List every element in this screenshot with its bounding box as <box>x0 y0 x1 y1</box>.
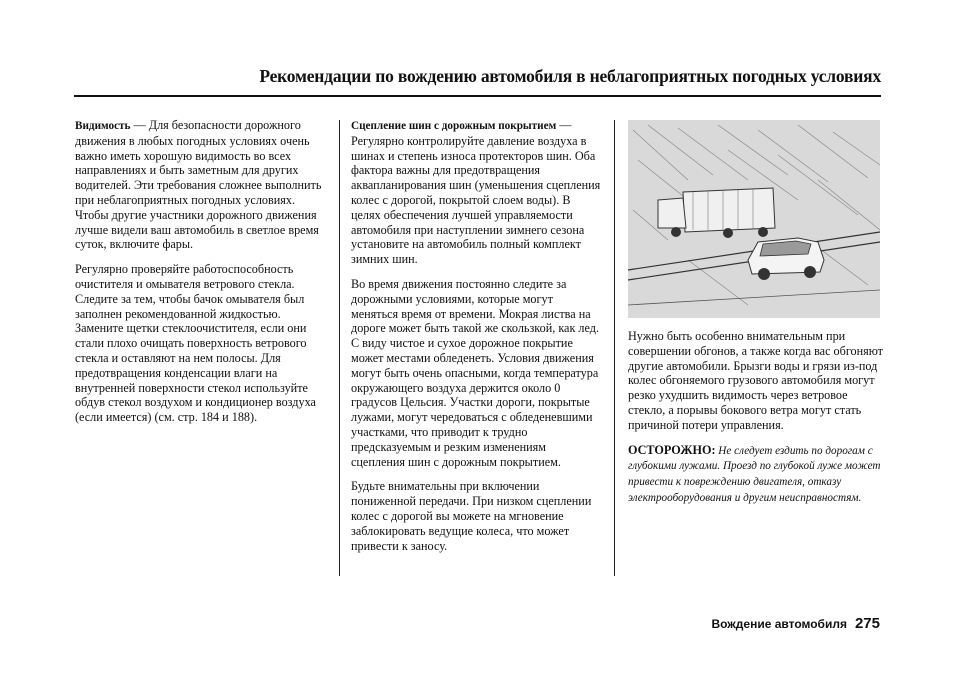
column-1 <box>75 118 327 435</box>
traction-paragraph <box>351 118 603 267</box>
column-3 <box>628 329 884 516</box>
overtaking-paragraph: Нужно быть особенно внимательным при совершении обгонов, а также когда вас обгоняют другие автомобили. Брызги воды и грязи из-под колес обгоняемого грузового автомобиля могут резко ухудшить видимость через ветровое стекло, а порывы бокового ветра могут стать причиной потери управления. <box>628 329 884 432</box>
rain-truck-car-illustration <box>628 120 880 318</box>
title-divider <box>74 95 881 97</box>
column-2 <box>351 118 603 563</box>
downshift-paragraph: Будьте внимательны при включении пониженной передачи. При низком сцеплении колес с дорогой вы можете на мгновение заблокировать ведущие колеса, что может привести к заносу. <box>351 479 592 553</box>
warning-paragraph <box>628 443 884 506</box>
column-divider-2 <box>614 120 615 576</box>
visibility-paragraph <box>75 118 327 252</box>
visibility-text: — Для безопасности дорожного движения в любых погодных условиях очень важно иметь хорошую видимость во всех направлениях и быть заметным для других водителей. Эти требования сложнее выполнить при неблагоприятных погодных условиях. Чтобы другие участники дорожного движения лучше видели ваш автомобиль в светлое время суток, включите фары. <box>75 118 322 252</box>
traction-heading: Сцепление шин с дорожным покрытием <box>351 120 557 132</box>
column-divider-1 <box>339 120 340 576</box>
page-title: Рекомендации по вождению автомобиля в неблагоприятных погодных условиях <box>259 66 881 86</box>
page-number: 275 <box>854 615 880 632</box>
visibility-heading: Видимость <box>75 120 131 132</box>
traction-text: — Регулярно контролируйте давление воздуха в шинах и степень износа протекторов шин. Оба фактора важны для предотвращения аквапланирования шин (уменьшения сцепления колес с дорогой, покрытой слоем воды). В целях обеспечения лучшей управляемости автомобиля при наступлении зимнего сезона установите на автомобиль полный комплект зимних шин. <box>351 118 601 267</box>
warning-text: Не следует ездить по дорогам с глубокими лужами. Проезд по глубокой луже может привести к повреждению двигателя, отказу электрооборудования и другим неисправностям. <box>628 444 881 504</box>
road-conditions-paragraph: Во время движения постоянно следите за дорожными условиями, которые могут меняться время от времени. Мокрая листва на дороге может быть такой же скользкой, как лед. С виду чистое и сухое дорожное покрытие может местами обледенеть. Условия движения могут быть очень опасными, когда температура окружающего воздуха держится около 0 градусов Цельсия. Участки дороги, покрытые лужами, могут чередоваться с обледеневшими участками, что приводит к трудно предсказуемым и резким изменениям сцепления шин с дорожным покрытием. <box>351 276 600 469</box>
page-footer <box>711 615 880 632</box>
wiper-paragraph: Регулярно проверяйте работоспособность очистителя и омывателя ветрового стекла. Следите за тем, чтобы бачок омывателя был заполнен рекомендованной жидкостью. Замените щетки стеклоочистителя, если они стали плохо очищать поверхность ветрового стекла и оставляют на нем полосы. Для предотвращения конденсации влаги на внутренней поверхности стекол используйте обдув стекол воздухом и кондиционер воздуха (если имеется) (см. стр. 184 и 188). <box>75 262 316 425</box>
warning-label: ОСТОРОЖНО: <box>628 442 716 457</box>
footer-section-title: Вождение автомобиля <box>711 617 847 631</box>
